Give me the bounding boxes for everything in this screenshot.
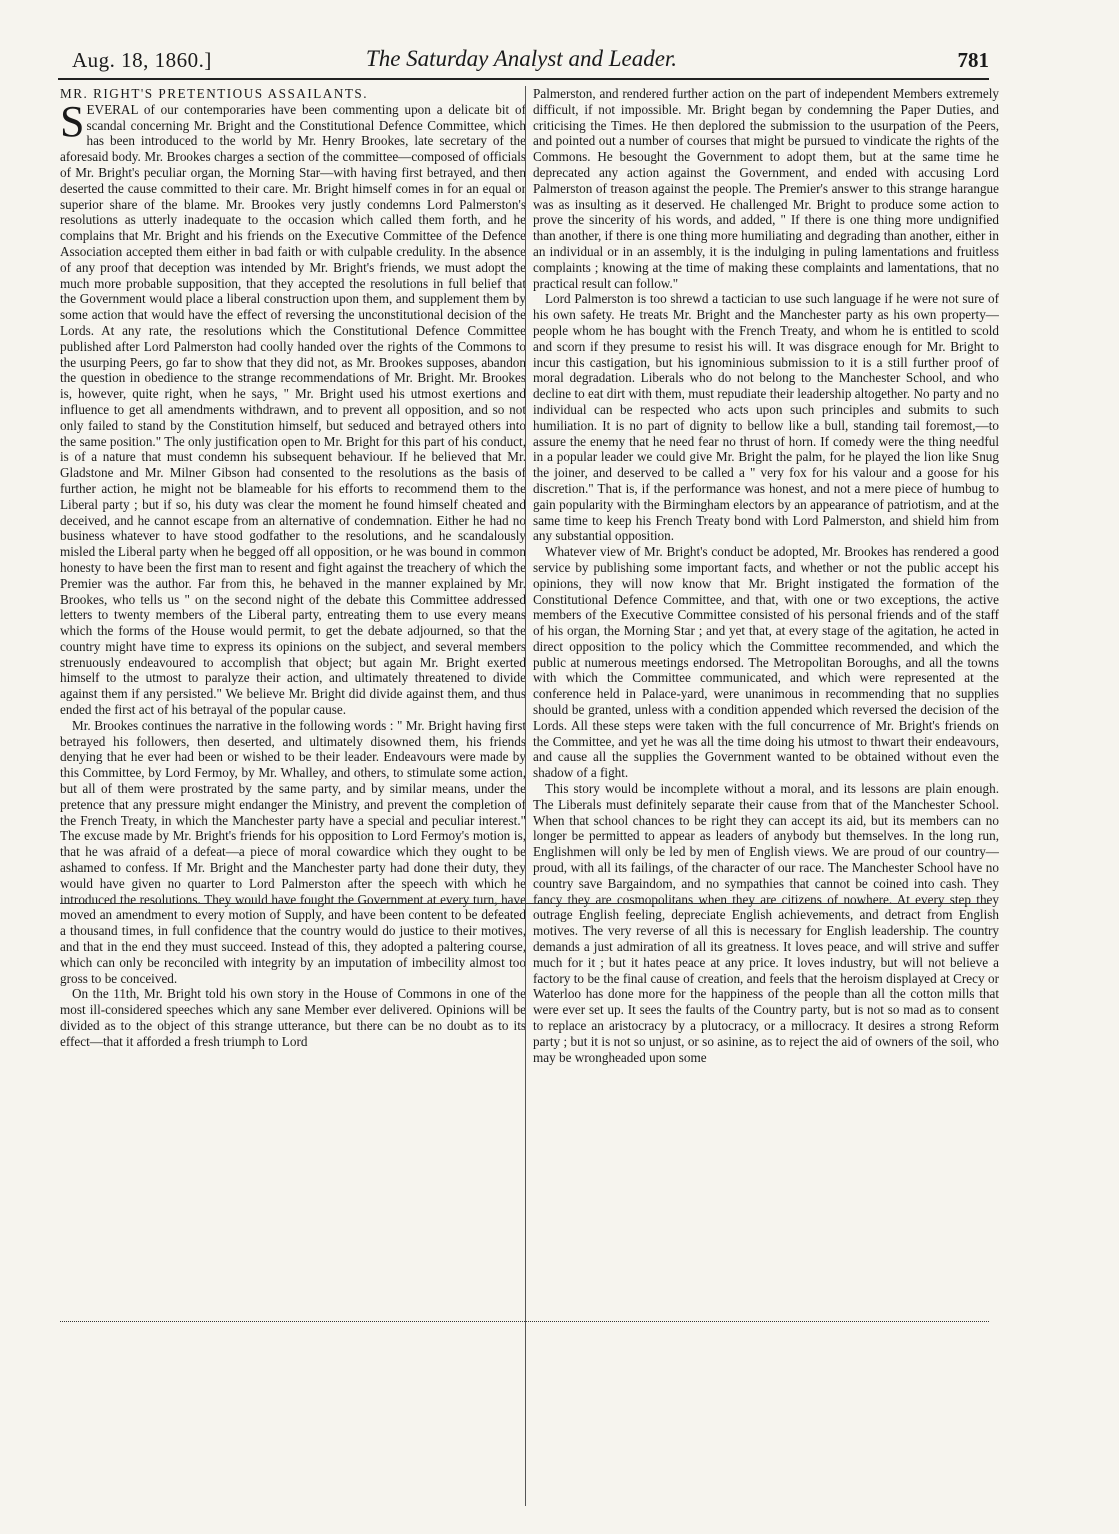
right-paragraph-1: Palmerston, and rendered further action on the part of independent Members extremely difficult, if not impossible. Mr. Bright began by condemning the Paper Duties, and criticising the Times. He then deplored the submission to the usurpation of the Peers, and pointed out a number of courses that might be pursued to vindicate the rights of the Commons. He besought the Government to adopt them, but at the same time he deprecated any action against the Government, and ended with accusing Lord Palmerston of treason against the people. The Premier's answer to this strange harangue was as insulting as it deserved. He challenged Mr. Bright to produce some action to prove the sincerity of his words, and added, " If there is one thing more undignified than another, if there is one thing more humiliating and degrading than another, either in an individual or in an assembly, it is the indulging in puling lamentations and fruitless complaints ; knowing at the time of making these complaints and lamentations, that no practical result can follow." (533, 86, 999, 291)
right-paragraph-4: This story would be incomplete without a moral, and its lessons are plain enough. The Liberals must definitely separate their cause from that of the Manchester School. When that school chances to be right they can accept its aid, but its members can no longer be permitted to appear as leaders of anybody but themselves. In the long run, Englishmen will only be led by men of English views. We are proud of our country—proud, with all its failings, of the character of our race. The Manchester School have no country save Bargaindom, and no sympathies that cannot be coined into cash. They fancy they are cosmopolitans when they are citizens of nowhere. At every step they outrage English feeling, depreciate English achievements, and detract from English motives. The very reverse of all this is necessary for English leadership. The country demands a just admiration of all its greatness. It loves peace, and will strive and suffer much for it ; but it hates peace at any price. It loves industry, but will not believe a factory to be the final cause of creation, and feels that the heroism displayed at Crecy or Waterloo has done more for the happiness of the people than all the cotton mills that were ever set up. It sees the faults of the Country party, but is not so mad as to consent to replace an aristocracy by a plutocracy, or a millocracy. It desires a strong Reform party ; but it is not so unjust, or so asinine, as to reject the aid of owners of the soil, who may be wrongheaded upon some (533, 781, 999, 1065)
left-paragraph-2: Mr. Brookes continues the narrative in the following words : " Mr. Bright having first betrayed his followers, then deserted, and ultimately disowned them, his friends denying that he ever had been or wished to be their leader. Endeavours were made by this Committee, by Lord Fermoy, by Mr. Whalley, and others, to stimulate some action, but all of them were prostrated by the same party, and by similar means, under the pretence that any pressure might endanger the Ministry, and prevent the completion of the French Treaty, in which the Manchester party have a special and peculiar interest." The excuse made by Mr. Bright's friends for his opposition to Lord Fermoy's motion is, that he was afraid of a defeat—a piece of moral cowardice which they ought to be ashamed to confess. If Mr. Bright and the Manchester party had done their duty, they would have given no quarter to Lord Palmerston after the speech with which he introduced the resolutions. They would have fought the Government at every turn, have moved an amendment to every motion of Supply, and have been content to be defeated a thousand times, in full confidence that the country would do justice to their motives, and that in the end they must succeed. Instead of this, they adopted a paltering course, which can only be reconciled with integrity by an imputation of imbecility almost too gross to be conceived. (60, 717, 526, 986)
left-paragraph-1-text: EVERAL of our contemporaries have been commenting upon a delicate bit of scandal concerning Mr. Bright and the Constitutional Defence Committee, which has been introduced to the world by Mr. Henry Brookes, late secretary of the aforesaid body. Mr. Brookes charges a section of the committee—composed of officials of Mr. Bright's peculiar organ, the Morning Star—with having first betrayed, and then deserted the cause committed to their care. Mr. Bright himself comes in for an equal or superior share of the blame. Mr. Brookes very justly condemns Lord Palmerston's resolutions as utterly inadequate to the occasion which called them forth, and he complains that Mr. Bright and his friends on the Executive Committee of the Defence Association accepted them either in bad faith or with culpable credulity. In the absence of any proof that deception was intended by Mr. Bright's friends, we must adopt the much more probable supposition, that they accepted the resolutions in full belief that the Government would place a liberal construction upon them, and supplement them by some action that would have the effect of reversing the unconstitutional decision of the Lords. At any rate, the resolutions which the Constitutional Defence Committee published after Lord Palmerston had coolly handed over the rights of the Commons to the usurping Peers, go far to show that they did not, as Mr. Brookes supposes, abandon the question in obedience to the strange recommendations of Mr. Bright. Mr. Brookes is, however, quite right, when he says, " Mr. Bright used his utmost exertions and influence to get all amendments withdrawn, and to prevent all opposition, and so not only failed to stand by the Constitution himself, but seduced and betrayed others into the same position." The only justification open to Mr. Bright for this part of his conduct, is of a nature that must condemn his subsequent behaviour. If he believed that Mr. Gladstone and Mr. Milner Gibson had consented to the resolutions as the basis of further action, he might not be blameable for his efforts to recommend them to the Liberal party ; but if so, his duty was clear the moment he found himself cheated and deceived, and he cannot escape from an alternative of condemnation. Either he had no business whatever to have stood godfather to the resolutions, and he scandalously misled the Liberal party when he begged off all opposition, or he was bound in common honesty to have been the first man to resent and fight against the treachery of which the Premier was the author. Far from this, he behaved in the manner explained by Mr. Brookes, who tells us " on the second night of the debate this Committee addressed letters to twenty members of the Liberal party, entreating them to use every means which the forms of the House would permit, to get the debate adjourned, so that the country might have time to express its opinions on the subject, and several members strenuously endeavoured to accomplish that object; but again Mr. Bright exerted himself to the utmost to paralyze their action, and ultimately threatened to divide against them if any persisted." We believe Mr. Bright did divide against them, and thus ended the first act of his betrayal of the popular cause. (60, 101, 526, 718)
issue-date: Aug. 18, 1860.] (72, 48, 212, 72)
right-paragraph-3: Whatever view of Mr. Bright's conduct be adopted, Mr. Brookes has rendered a good service by publishing some important facts, and whether or not the public accept his opinions, they will now know that Mr. Bright instigated the formation of the Constitutional Defence Committee, and that, with one or two exceptions, the active members of the Executive Committee consisted of his personal friends and of the staff of his organ, the Morning Star ; and yet that, at every stage of the agitation, he acted in direct opposition to the policy which the Committee recommended, and which the public at numerous meetings endorsed. The Metropolitan Boroughs, and all the towns with which the Committee communicated, and which were represented at the conference held in Palace-yard, were unanimous in recommending that no supplies should be granted, unless with a condition appended which reversed the decision of the Lords. All these steps were taken with the full concurrence of Mr. Bright's friends on the Committee, and yet he was all the time doing his utmost to thwart their endeavours, and cause all the supplies the Government wanted to be obtained without even the shadow of a fight. (533, 544, 999, 781)
left-paragraph-1 (60, 96, 526, 718)
right-paragraph-2: Lord Palmerston is too shrewd a tactician to use such language if he were not sure of his own safety. He treats Mr. Bright and the Manchester party as his own property—people whom he has bought with the French Treaty, and whom he is entitled to scold and scorn if they presume to resist his will. It was disgrace enough for Mr. Bright to incur this castigation, but his ignominious submission to it is a still further proof of moral degradation. Liberals who do not belong to the Manchester School, and who decline to eat dirt with them, must repudiate their leadership altogether. No party and no individual can be respected who acts upon such principles and submits to such humiliation. It is no part of dignity to bellow like a bull, standing tail foremost,—to assure the enemy that he need fear no thrust of horn. If comedy were the thing needful in a popular leader we could give Mr. Bright the palm, for he played the lion like Snug the joiner, and deserved to be called a " very fox for his valour and a goose for his discretion." That is, if the performance was honest, and not a mere piece of humbug to gain popularity with the Birmingham electors by an appearance of patriotism, and at the same time to keep his French Treaty bond with Lord Palmerston, and shield him from any substantial opposition. (533, 291, 999, 544)
page-header (54, 46, 989, 76)
left-paragraph-3: On the 11th, Mr. Bright told his own story in the House of Commons in one of the most ill-considered speeches which any sane Member ever delivered. Opinions will be divided as to the object of this strange utterance, but there can be no doubt as to its effect—that it afforded a fresh triumph to Lord (60, 986, 526, 1049)
left-column (60, 86, 526, 1506)
fold-line-upper (60, 903, 989, 904)
drop-cap: S (60, 96, 85, 146)
fold-line-lower (60, 1321, 989, 1322)
right-column (533, 86, 999, 1506)
header-rule (58, 78, 989, 80)
article-title: MR. RIGHT'S PRETENTIOUS ASSAILANTS. (60, 86, 369, 101)
column-divider (525, 86, 526, 1506)
page-number: 781 (957, 48, 989, 72)
masthead-title: The Saturday Analyst and Leader. (365, 46, 678, 71)
